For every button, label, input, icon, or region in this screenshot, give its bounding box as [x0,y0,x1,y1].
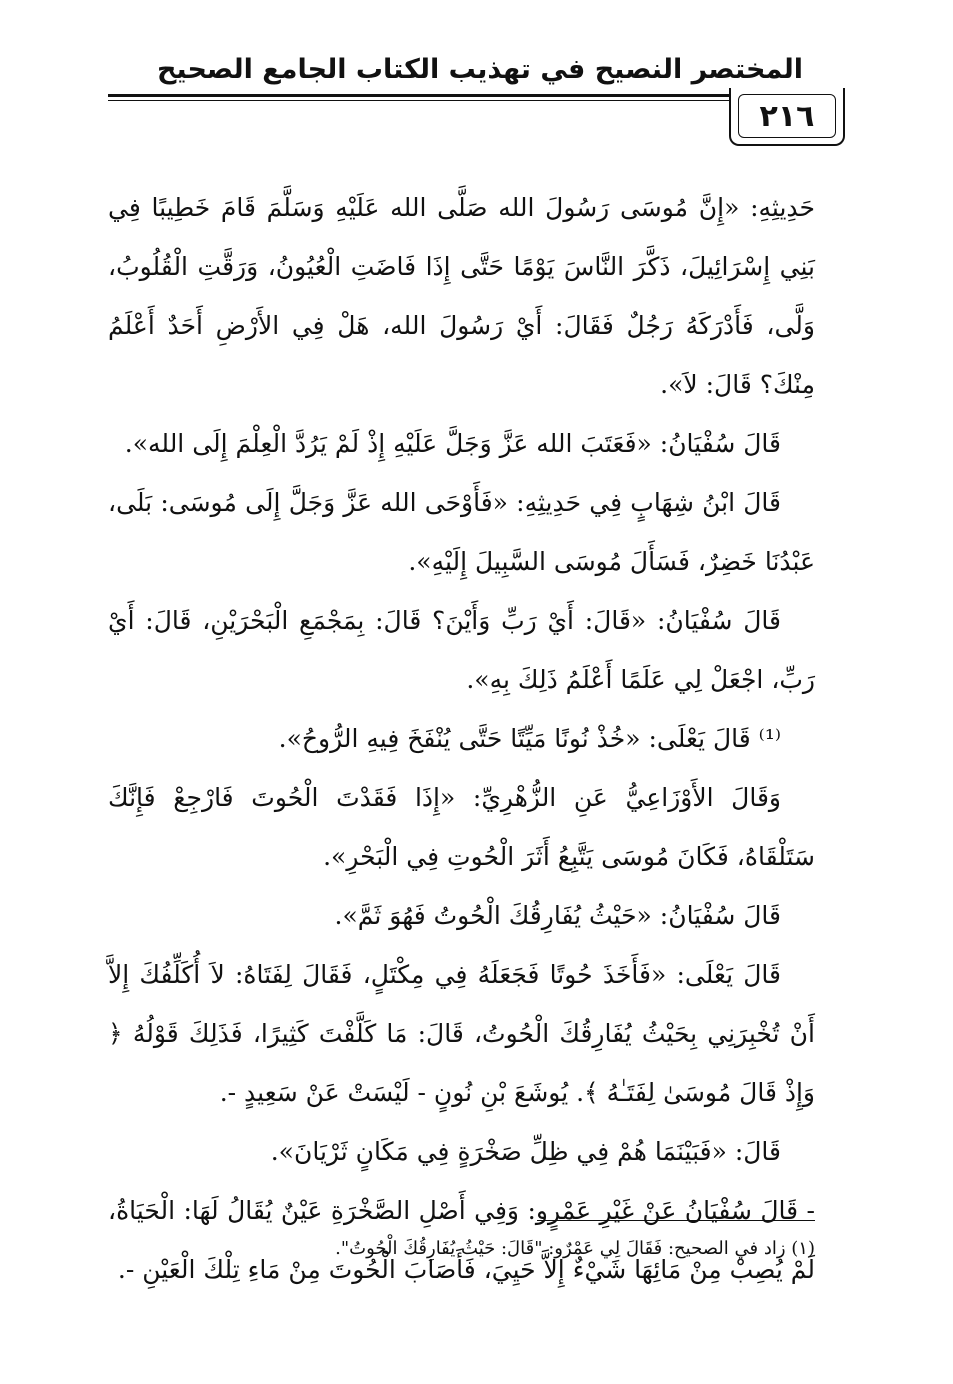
paragraph-6: وَقَالَ الأَوْزَاعِيُّ عَنِ الزُّهْرِيِّ: «إِذَا فَقَدْتَ الْحُوتَ فَارْجِعْ فَإِنَّكَ سَتَلْقَاهُ، فَكَانَ مُوسَى يَتَّبِعُ أَثَرَ الْحُوتِ فِي الْبَحْرِ». [108,783,815,871]
footnote: (١) زاد في الصحيح: فَقَالَ لِي عَمْرٌو: "قَالَ: حَيْثُ يُفَارِقُكَ الْحُوتُ". [335,1238,815,1259]
paragraph-10: - قَالَ سُفْيَانُ عَنْ غَيْرِ عَمْرٍو: وَفِي أَصْلِ الصَّخْرَةِ عَيْنٌ يُقَالُ لَهَا: الْحَيَاةُ، لَمْ يُصِبْ مِنْ مَائِهَا شَيْءٌ إِلاَّ حَيِيَ، فَأَصَابَ الْحُوتَ مِنْ مَاءِ تِلْكَ الْعَيْنِ -. [108,1196,815,1284]
running-header-title: المختصر النصيح في تهذيب الكتاب الجامع الصحيح [156,54,803,85]
paragraph-9: قَالَ: «فَبَيْنَمَا هُمْ فِي ظِلِّ صَخْرَةٍ فِي مَكَانٍ ثَرْيَانَ». [270,1137,781,1166]
main-text [108,178,815,1299]
footnote-separator [537,1220,815,1221]
paragraph-2: قَالَ سُفْيَانُ: «فَعَتَبَ الله عَزَّ وَجَلَّ عَلَيْهِ إِذْ لَمْ يَرُدَّ الْعِلْمَ إِلَى الله». [124,429,781,458]
page-number-frame [729,88,845,146]
paragraph-7: قَالَ سُفْيَانُ: «حَيْثُ يُفَارِقُكَ الْحُوتُ فَهُوَ ثَمَّ». [334,901,781,930]
paragraph-3: قَالَ ابْنُ شِهَابٍ فِي حَدِيثِهِ: «فَأَوْحَى الله عَزَّ وَجَلَّ إِلَى مُوسَى: بَلَى، عَبْدُنَا خَضِرٌ، فَسَأَلَ مُوسَى السَّبِيلَ إِلَيْهِ». [108,488,815,576]
paragraph-5: ⁽¹⁾ قَالَ يَعْلَى: «خُذْ نُونًا مَيِّتًا حَتَّى يُنْفَخَ فِيهِ الرُّوحُ». [278,724,781,753]
paragraph-8: قَالَ يَعْلَى: «فَأَخَذَ حُوتًا فَجَعَلَهُ فِي مِكْتَلٍ، فَقَالَ لِفَتَاهُ: لاَ أُكَلِّفُكَ إِلاَّ أَنْ تُخْبِرَنِي بِحَيْثُ يُفَارِقُكَ الْحُوتُ، قَالَ: مَا كَلَّفْتَ كَثِيرًا، فَذَلِكَ قَوْلُهُ ﴿ وَإِذْ قَالَ مُوسَىٰ لِفَتَـٰهُ ﴾. يُوشَعَ بْنِ نُونٍ - لَيْسَتْ عَنْ سَعِيدٍ -. [108,960,815,1107]
paragraph-1: حَدِيثِهِ: «إِنَّ مُوسَى رَسُولَ الله صَلَّى الله عَلَيْهِ وَسَلَّمَ قَامَ خَطِيبًا فِي بَنِي إِسْرَائِيلَ، ذَكَّرَ النَّاسَ يَوْمًا حَتَّى إِذَا فَاضَتِ الْعُيُونُ، وَرَقَّتِ الْقُلُوبُ، وَلَّى، فَأَدْرَكَهُ رَجُلٌ فَقَالَ: أَيْ رَسُولَ الله، هَلْ فِي الأَرْضِ أَحَدٌ أَعْلَمُ مِنْكَ؟ قَالَ: لاَ». [108,193,815,399]
paragraph-4: قَالَ سُفْيَانُ: «قَالَ: أَيْ رَبِّ وَأَيْنَ؟ قَالَ: بِمَجْمَعِ الْبَحْرَيْنِ، قَالَ: أَيْ رَبِّ، اجْعَلْ لِي عَلَمًا أَعْلَمُ ذَلِكَ بِهِ». [108,606,815,694]
page-number: ٢١٦ [738,94,836,138]
